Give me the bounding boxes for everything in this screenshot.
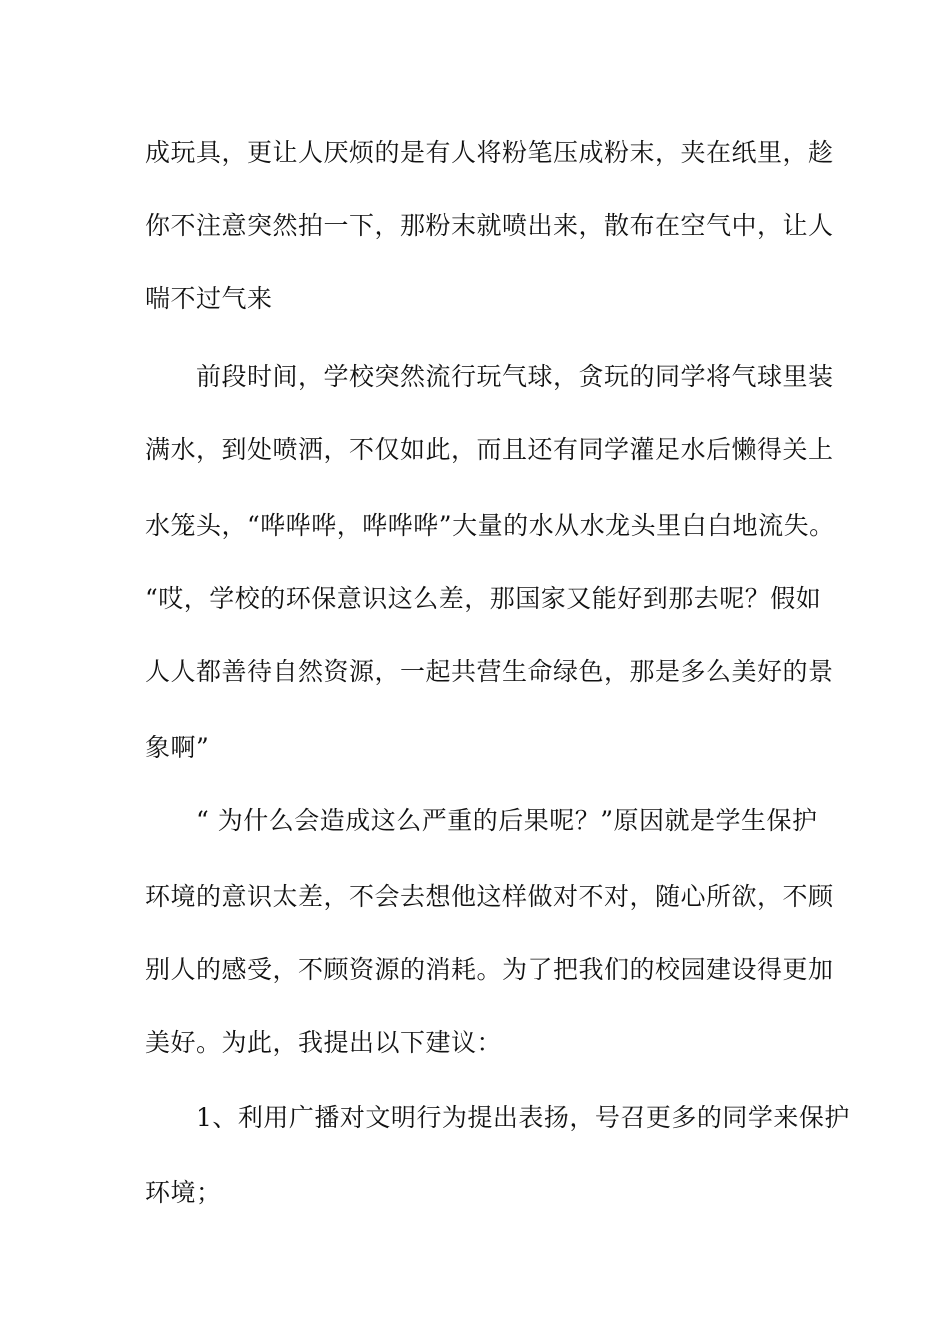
text-line: 水笼头，“哗哗哗，哗哗哗”大量的水从水龙头里白白地流失。 bbox=[145, 511, 835, 540]
text-line: 环境； bbox=[145, 1178, 222, 1207]
text-line: 别人的感受，不顾资源的消耗。为了把我们的校园建设得更加 bbox=[145, 955, 834, 984]
text-line: 人人都善待自然资源，一起共营生命绿色，那是多么美好的景 bbox=[145, 657, 834, 686]
text-line: 成玩具，更让人厌烦的是有人将粉笔压成粉末，夹在纸里，趁 bbox=[145, 138, 834, 167]
text-line: 象啊” bbox=[145, 733, 210, 762]
text-line: “哎，学校的环保意识这么差，那国家又能好到那去呢？假如 bbox=[145, 584, 822, 613]
text-line: 1、利用广播对文明行为提出表扬，号召更多的同学来保护 bbox=[145, 1103, 850, 1132]
text-line: 环境的意识太差，不会去想他这样做对不对，随心所欲，不顾 bbox=[145, 882, 834, 911]
text-line: 前段时间，学校突然流行玩气球，贪玩的同学将气球里装 bbox=[145, 362, 834, 391]
text-line: 你不注意突然拍一下，那粉末就喷出来，散布在空气中，让人 bbox=[145, 211, 834, 240]
text-line: 喘不过气来 bbox=[145, 284, 273, 313]
text-line: “ 为什么会造成这么严重的后果呢？”原因就是学生保护 bbox=[145, 806, 818, 835]
text-line: 满水，到处喷洒，不仅如此，而且还有同学灌足水后懒得关上 bbox=[145, 435, 834, 464]
text-line: 美好。为此，我提出以下建议： bbox=[145, 1028, 503, 1057]
